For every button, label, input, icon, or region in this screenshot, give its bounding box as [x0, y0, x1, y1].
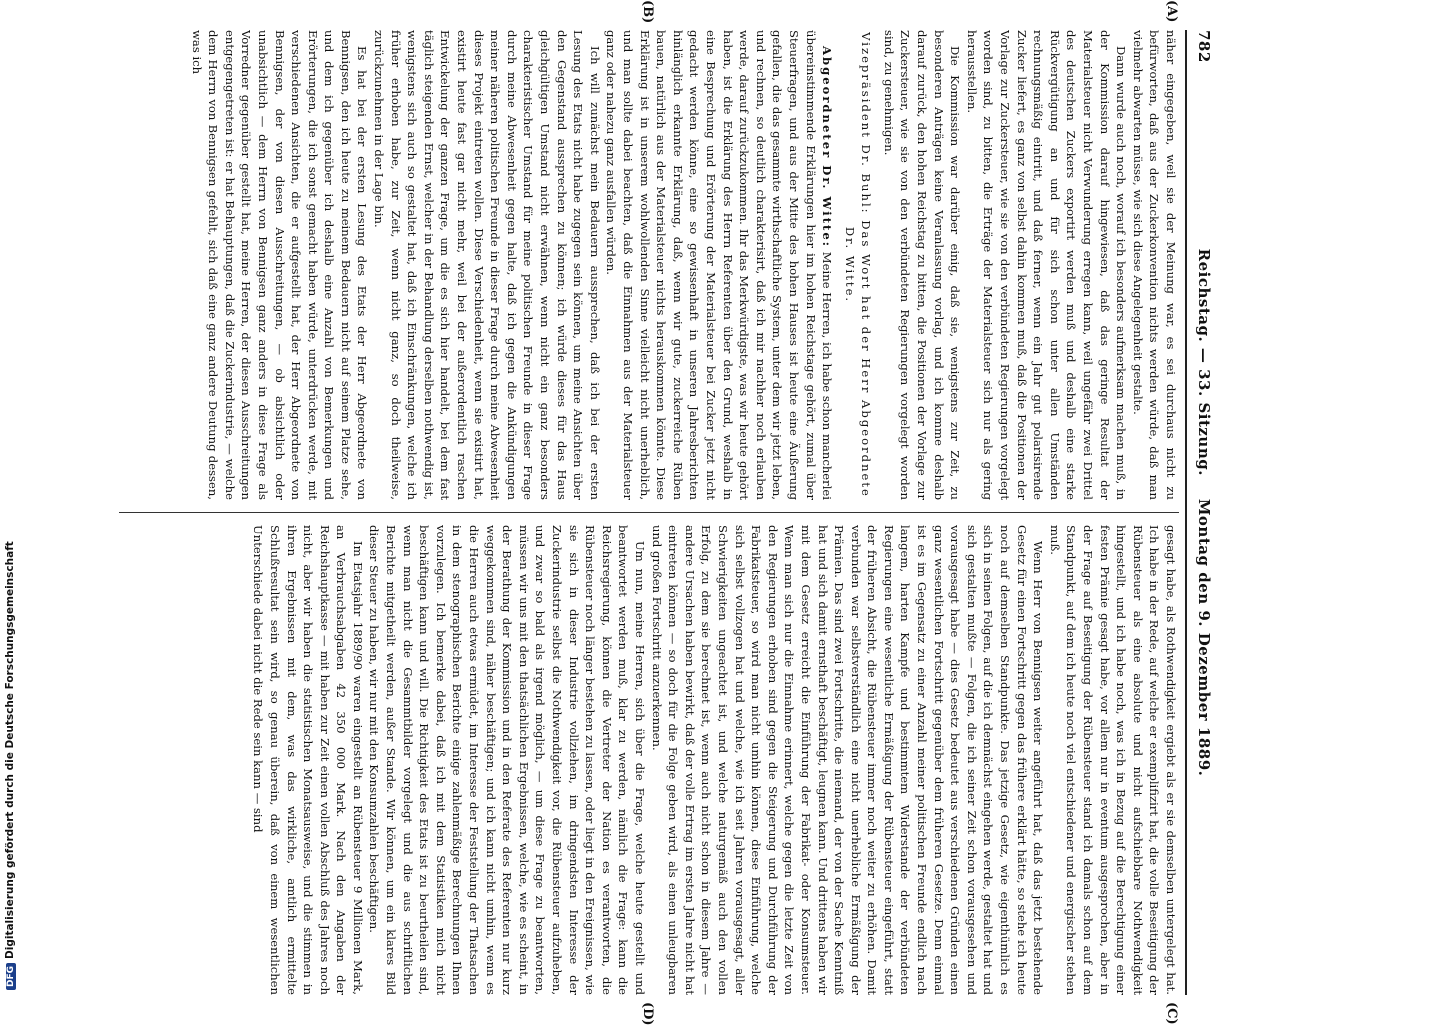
header-rule: [1185, 30, 1187, 995]
speaker-announcement: Vizepräsident Dr. Buhl: Das Wort hat der Herr Abgeordnete Dr. Witte.: [842, 32, 874, 498]
margin-marker-d: (D): [640, 1002, 655, 1026]
left-paragraph-1: näher eingegeben, weil sie der Meinung war, es sei durchaus nicht zu befürworten, daß aus der Zuckerkonvention nichts werden würde, daß man vielmehr abwarten müsse, wie sich diese Angelegenheit gestalte.: [1130, 30, 1178, 500]
footer-credit: Digitalisierung gefördert durch die Deutsche Forschungsgemeinschaft: [4, 541, 16, 959]
margin-marker-a: (A): [1164, 0, 1179, 23]
left-paragraph-4: [603, 30, 835, 500]
dfg-logo: DFG: [6, 963, 16, 990]
left-paragraph-5: Ich will zunächst mein Bedauern aussprechen, daß ich bei der ersten Lesung des Etats nicht habe zugegen sein können, um meine Ansichten über den Gegenstand aussprechen zu können; ich würde dieses für das Haus gleichgültigen Umstand nicht erwähnen, wenn nicht ein ganz besonders charakteristischer Umstand für meine politischen Freunde in dieser Frage durch meine Abwesenheit gegen halte, daß ich gegen die Ankündigungen meiner näheren politischen Freunde in dieser Frage durch meine Abwesenheit dieses Projekt eintreten wollen. Diese Verschiedenheit, wenn sie existirt hat, existirt heute fast gar nicht mehr, weil bei der außerordentlich raschen Entwickelung der ganzen Frage, um die es sich hier handelt, bei dem fast täglich steigenden Ernst, welcher in der Behandlung derselben nothwendig ist, wenigstens sich auch so gestaltet hat, daß ich Einschränkungen, welche ich früher erhoben habe, zur Zeit, wenn nicht ganz, so doch theilweise, zurückzunehmen in der Lage bin.: [372, 30, 602, 500]
page-number: 782: [1195, 30, 1213, 63]
right-column: [114, 525, 1179, 995]
margin-marker-b: (B): [640, 0, 655, 24]
speech-text: Meine Herren, ich habe schon mancherlei übereinstimmende Erklärungen hier im hohen Reichstage gehört, zumal über Steuerfragen, und aus der Mitte des hohen Hauses ist heute eine Äußerung gefallen, die das gesammte wirthschaftliche System, unter dem wir jetzt leben, und rechnen, so deutlich charakterisirt, daß ich mir nachher noch erlauben werde, darauf zurückzukommen. Ihr das Merkwürdigste, was wir heute gehört haben, ist die Erklärung des Herrn Referenten über den Grund, weshalb in eine Besprechung und Erörterung der Materialsteuer bei Zucker jetzt nicht gedacht werden könne, eine so gewissenhaft in unseren Jahresberichten hinlänglich erkannte Erklärung, daß, wenn wir gute, zuckerreiche Rüben bauen, natürlich aus der Materialsteuer nichts herauskommen könnte. Diese Erklärung ist in unserem wohlwollenden Sinne vielleicht nicht unerheblich, und man sollte dabei beachten, daß die Einnahmen aus der Materialsteuer ganz oder nahezu ganz ausfallen würden.: [604, 30, 835, 500]
rotated-document-page: [100, 0, 1215, 1026]
left-column: [114, 30, 1179, 500]
header-date: Montag den 9. Dezember 1889.: [1195, 498, 1213, 777]
digitization-footer: [4, 0, 18, 1000]
margin-marker-c: (C): [1164, 1002, 1179, 1025]
page-header: [1189, 30, 1215, 995]
right-paragraph-3: Um nun, meine Herren, sich über die Frage, welche heute gestellt und beantwortet werden muß, klar zu werden, nämlich die Frage: kann die Reichsregierung, können die Vertreter der Nation es verantworten, die Rübensteuer noch länger bestehen zu lassen, oder liegt in den Ereignissen, wie sie sich in dieser Industrie vollziehen, im dringendsten Interesse der Zuckerindustrie selbst die Nothwendigkeit vor, die Rübensteuer aufzuheben, und zwar so bald als irgend möglich, — um diese Frage zu beantworten, müssen wir uns mit den thatsächlichen Ergebnissen, welche, wie es scheint, in der Berathung der Kommission und in den Referate des Referenten nur kurz weggekommen sind, näher beschäftigen; und ich kann nicht umhin, wenn es die Herren auch etwas ermüdet, im Interesse der Feststellung der Thatsachen in dem stenographischen Berichte einige zahlenmäßige Berechnungen Ihnen vorzulegen. Ich bemerke dabei, daß ich mit dem Statistiken mich nicht beschäftigen kann und will. Die Richtigkeit des Etats ist zu beurtheilen sind, wenn man nicht die Gesammtbilder vorgelegt und die aus schriftlichen Berichte mitgetheilt werden, außer Stande. Wir können, um ein klares Bild dieser Steuer zu haben, wir nur mit den Konsumzahlen beschäftigen.: [367, 525, 647, 995]
right-paragraph-1: gesagt habe, als Rothwendigkeit ergiebt als er sie demselben untergelegt hat. Ich habe in der Rede, auf welche er exemplifizirt hat, die volle Beseitigung der Rübensteuer als eine absolute und nicht aufschiebbare Nothwendigkeit hingestellt, und ich habe noch, was ich in Bezug auf die Berechtigung einer festen Prämie gesagt habe, vor allem nur in eventum ausgesprochen, aber in der Frage auf Beseitigung der Rübensteuer stand ich damals schon auf dem Standpunkt, auf dem ich heute noch viel entschiedener und energischer stehen muß.: [1047, 525, 1178, 995]
left-paragraph-6: Es hat bei der ersten Lesung des Etats der Herr Abgeordnete von Bennigsen, den ich heute zu meinem Bedauern nicht auf seinem Platze sehe, und dem ich gegenüber ich deshalb eine Anzahl von Bemerkungen und Erörterungen, die ich sonst gemacht haben würde, unterdrücken werde, mit verschiedenen Ansichten, die er aufgestellt hat, der Herr Abgeordnete von Bennigsen, der von diesen Ausschreitungen, — ob absichtlich oder unabsichtlich — dem Herrn von Bennigsen ganz anders in diese Frage als Vorredner gegenüber gestellt hat, meine Herren, der diesen Ausschreitungen entgegengetreten ist: er hat Behauptungen, daß die Zuckerindustrie, — welche dem Herrn von Bennigsen gefehlt, sich daß eine ganz andere Deutung dessen, was ich: [189, 30, 370, 500]
speaker-name: Abgeordneter Dr. Witte:: [820, 46, 835, 249]
right-paragraph-2: Wenn Herr von Bennigsen weiter angeführt hat, daß das jetzt bestehende Gesetz für einen Fortschritt gegen das frühere erklärt hätte, so stehe ich heute noch auf demselben Standpunkte. Das jetzige Gesetz, wie eigenthümlich es sich in seinen Folgen, auf die ich demnächst eingehen werde, gestaltet hat und sich gestalten mußte — Folgen, die ich seiner Zeit schon vorausgesehen und vorausgesagt habe — dies Gesetz bedeutet aus verschiedenen Gründen einen ganz wesentlichen Fortschritt gegenüber dem früheren Gesetze. Denn einmal ist es im Gegensatz zu einer Anzahl meiner politischen Freunde endlich nach langem, harten Kampfe und bestimmtem Widerstande der verbündeten Regierungen eine wesentliche Ermäßigung der Rübensteuer eingeführt, statt der früheren Absicht, die Rübensteuer immer noch weiter zu erhöhen. Damit verbunden war selbstverständlich eine nicht unerhebliche Ermäßigung der Prämien. Das sind zwei Fortschritte, die niemand, der von der Sache Kenntniß hat und sich damit ernsthaft beschäftigt, leugnen kann. Und drittens haben wir mit dem Gesetz erreicht die Einführung der Fabrikat- oder Konsumsteuer. Wenn man sich nur die Einnahme erinnert, welche gegen die letzte Zeit von den Regierungen erhoben sind gegen die Steigerung und Durchführung der Fabrikatsteuer, so wird man nicht umhin können, diese Einführung, welche sich selbst vollzogen hat und welche, wie ich seit Jahren vorausgesagt, aller Schwierigkeiten ungeachtet ist, und welche naturgemäß auch den vollen Erfolg, zu dem sie berechnet ist, wenn auch nicht schon in diesem Jahre — andere Ursachen haben bewirkt, daß der volle Ertrag im ersten Jahre nicht hat eintreten können — so doch für die Folge geben wird, als einen unleugbaren und großen Fortschritt anzuerkennen.: [649, 525, 1046, 995]
left-paragraph-3: Die Kommission war darüber einig, daß sie, wenigstens zur Zeit, zu besonderen Anträgen keine Veranlassung vorlag, und ich komme deshalb darauf zurück, den hohen Reichstag zu bitten, die Positionen der Vorlage zur Zuckersteuer, wie sie von den verbündeten Regierungen vorgelegt worden sind, zu genehmigen.: [881, 30, 963, 500]
footer-text-row: [4, 0, 18, 990]
column-divider: [119, 512, 1179, 513]
left-paragraph-2: Dann wurde auch noch, worauf ich besonders aufmerksam machen muß, in der Kommission darauf hingewiesen, daß das geringe Resultat der Materialsteuer nicht Verwunderung erregen kann, weil ungefähr zwei Drittel des deutschen Zuckers exportirt werden muß und deshalb eine starke Rückvergütigung an und für sich schon unter allen Umständen rechnungsmäßig eintritt, und daß ferner, wenn ein Jahr gut polarisirende Zucker liefert, es ganz von selbst dahin kommen muß, daß die Positionen der Vorlage zur Zuckersteuer, wie sie von den verbündeten Regierungen vorgelegt worden sind, zu bitten, die Erträge der Materialsteuer sich nur als gering herausstellen.: [964, 30, 1129, 500]
right-paragraph-4: Im Etatsjahr 1889/90 waren eingestellt an Rübensteuer 9 Millionen Mark, an Verbrauchsabgaben 42 350 000 Mark. Nach den Angaben der Reichshauptkasse — mit haben zur Zeit einen vollen Abschluß des Jahres noch nicht, aber wir haben die statistischen Monatsausweise, und die stimmen in ihren Ergebnissen mit dem, was das wirkliche, amtlich ermittelte Schlußresultat sein wird, so genau überein, daß von einem wesentlichen Unterschiede dabei nicht die Rede sein kann — sind: [251, 525, 365, 995]
page-title: [1195, 30, 1213, 995]
header-title: Reichstag. — 33. Sitzung.: [1195, 248, 1213, 476]
